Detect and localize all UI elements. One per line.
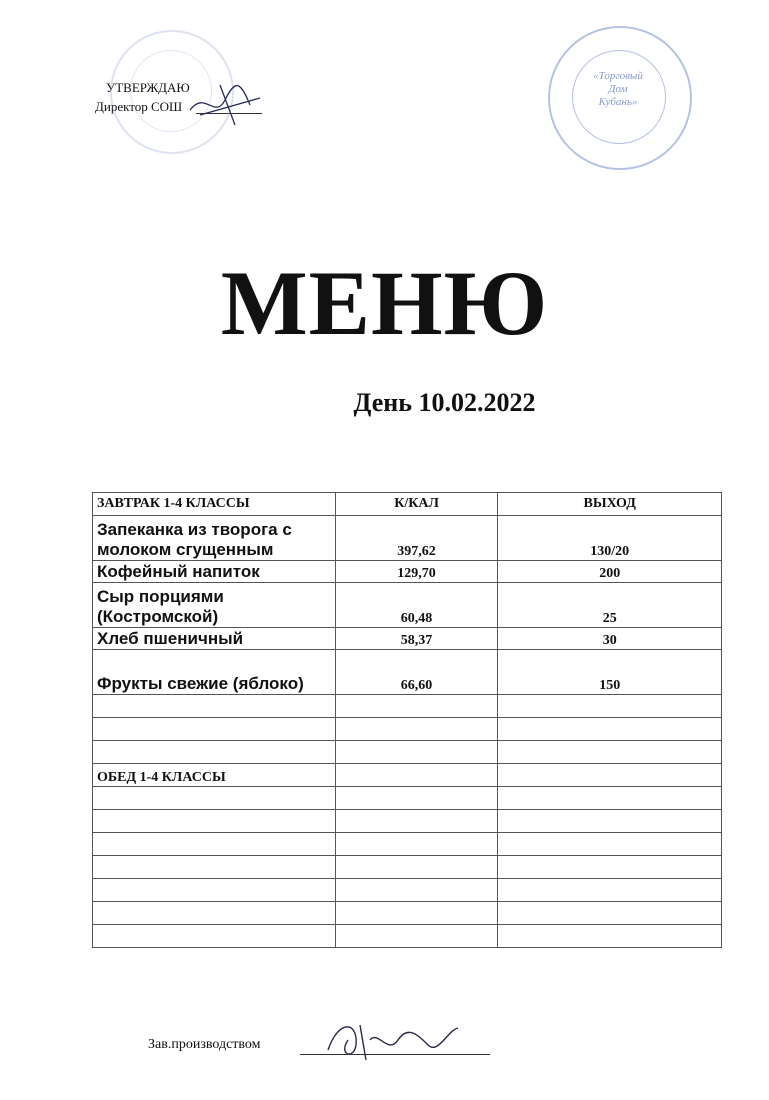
empty-cell: [93, 902, 336, 925]
empty-cell: [498, 741, 722, 764]
dish-name: Фрукты свежие (яблоко): [93, 650, 336, 695]
dish-kcal: 58,37: [335, 628, 498, 650]
empty-cell: [93, 810, 336, 833]
stamp-text: [578, 70, 658, 109]
dish-yield: 150: [498, 650, 722, 695]
empty-cell: [498, 833, 722, 856]
dish-kcal: 397,62: [335, 516, 498, 561]
empty-cell: [335, 902, 498, 925]
menu-date: День 10.02.2022: [353, 388, 536, 417]
table-row-empty: [93, 741, 722, 764]
stamp-line-4: Кубань»: [598, 96, 638, 108]
dish-yield: 200: [498, 561, 722, 583]
empty-cell: [498, 879, 722, 902]
lunch-header: ОБЕД 1-4 КЛАССЫ: [93, 764, 336, 787]
table-row-empty: [93, 787, 722, 810]
empty-cell: [93, 879, 336, 902]
table-row-empty: [93, 833, 722, 856]
empty-cell: [93, 718, 336, 741]
dish-name: Хлеб пшеничный: [93, 628, 336, 650]
table-row: [93, 516, 722, 561]
empty-cell: [335, 810, 498, 833]
production-manager-signature-icon: [318, 1010, 468, 1070]
page-title: МЕНЮ: [220, 252, 549, 354]
empty-cell: [498, 856, 722, 879]
table-row: [93, 583, 722, 628]
table-row-empty: [93, 695, 722, 718]
dish-yield: 130/20: [498, 516, 722, 561]
stamp-line-3: Дом: [608, 83, 628, 95]
empty-cell: [93, 787, 336, 810]
dish-name: Запеканка из творога с молоком сгущенным: [93, 516, 336, 561]
empty-cell: [335, 879, 498, 902]
table-row-empty: [93, 902, 722, 925]
table-row-empty: [93, 879, 722, 902]
director-signature-icon: [180, 70, 270, 130]
table-row: [93, 650, 722, 695]
empty-cell: [498, 902, 722, 925]
header-meal: ЗАВТРАК 1-4 КЛАССЫ: [93, 493, 336, 516]
approval-title: УТВЕРЖДАЮ: [106, 80, 190, 95]
table-row-empty: [93, 856, 722, 879]
table-row-empty: [93, 925, 722, 948]
empty-cell: [498, 695, 722, 718]
table-row-empty: [93, 718, 722, 741]
empty-cell: [93, 925, 336, 948]
dish-name: Сыр порциями (Костромской): [93, 583, 336, 628]
menu-table: [92, 492, 722, 948]
table-row-empty: [93, 810, 722, 833]
empty-cell: [335, 718, 498, 741]
empty-cell: [93, 695, 336, 718]
empty-cell: [93, 856, 336, 879]
empty-cell: [498, 718, 722, 741]
empty-cell: [335, 695, 498, 718]
lunch-header-row: [93, 764, 722, 787]
empty-cell: [335, 764, 498, 787]
empty-cell: [335, 741, 498, 764]
table-row: [93, 561, 722, 583]
empty-cell: [498, 787, 722, 810]
stamp-line-2: «Торговый: [593, 70, 643, 82]
dish-kcal: 60,48: [335, 583, 498, 628]
table-header-row: [93, 493, 722, 516]
empty-cell: [335, 925, 498, 948]
dish-yield: 30: [498, 628, 722, 650]
approval-role: Директор СОШ: [95, 99, 183, 114]
empty-cell: [335, 856, 498, 879]
table-row: [93, 628, 722, 650]
empty-cell: [498, 764, 722, 787]
production-manager-label: Зав.производством: [148, 1037, 261, 1052]
empty-cell: [335, 787, 498, 810]
dish-kcal: 66,60: [335, 650, 498, 695]
empty-cell: [93, 741, 336, 764]
dish-name: Кофейный напиток: [93, 561, 336, 583]
dish-kcal: 129,70: [335, 561, 498, 583]
empty-cell: [335, 833, 498, 856]
empty-cell: [498, 810, 722, 833]
dish-yield: 25: [498, 583, 722, 628]
empty-cell: [93, 833, 336, 856]
header-yield: ВЫХОД: [498, 493, 722, 516]
header-kcal: К/КАЛ: [335, 493, 498, 516]
empty-cell: [498, 925, 722, 948]
